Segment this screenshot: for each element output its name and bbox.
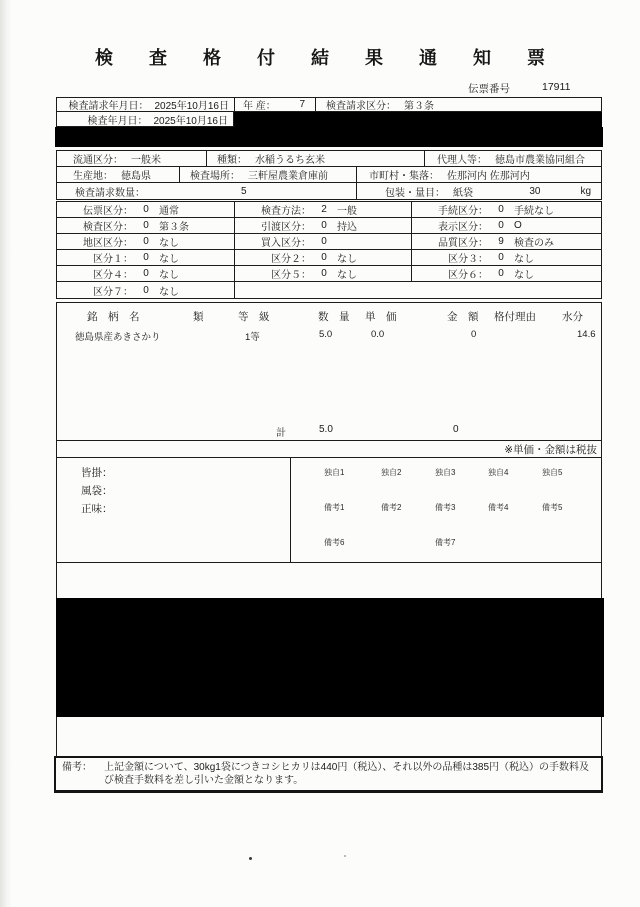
production-year-value: 7 <box>299 99 305 110</box>
classification-desc: 検査のみ <box>514 238 554 249</box>
footer-note-label: 備考： <box>62 762 92 773</box>
inspection-place-value: 三軒屋農業倉庫前 <box>248 171 328 182</box>
classification-code: 0 <box>498 220 504 231</box>
slip-number-value: 17911 <box>542 81 571 93</box>
inspection-place-label: 検査場所： <box>190 171 240 182</box>
classification-cell <box>57 282 235 298</box>
classification-code: 0 <box>498 268 504 279</box>
classification-row <box>57 266 601 282</box>
item-unit-price: 0.0 <box>371 329 385 340</box>
classification-desc: なし <box>159 270 179 281</box>
column-header-class: 類 <box>193 311 204 323</box>
total-quantity: 5.0 <box>319 424 333 435</box>
remark-field-label: 備考6 <box>324 538 345 547</box>
info-row-1 <box>57 151 601 167</box>
distribution-value: 一般米 <box>131 155 161 166</box>
request-date-row <box>56 97 602 112</box>
total-amount: 0 <box>453 424 459 435</box>
classification-cell <box>412 218 601 233</box>
municipality-cell <box>357 167 601 182</box>
weight-value: 30 <box>529 185 541 197</box>
remark-field-label: 備考4 <box>488 503 509 512</box>
item-quantity: 5.0 <box>319 329 333 340</box>
classification-desc: 持込 <box>337 222 357 233</box>
classification-code: 0 <box>321 252 327 263</box>
classification-desc: 第３条 <box>159 222 189 233</box>
custom-field-label: 独自4 <box>488 468 509 477</box>
request-quantity-value: 5 <box>241 185 247 197</box>
classification-section <box>56 201 602 299</box>
inspection-date-value: 2025年10月16日 <box>153 115 228 127</box>
classification-cell <box>412 234 601 249</box>
classification-label: 区分７： <box>93 286 133 298</box>
tax-note-row <box>56 440 602 458</box>
custom-field-label: 独自5 <box>542 468 563 477</box>
custom-field-label: 独自2 <box>381 468 402 477</box>
classification-desc: なし <box>159 286 179 298</box>
classification-code: 0 <box>143 252 149 263</box>
inspection-date-cell <box>56 112 234 127</box>
column-header-quantity: 数 量 <box>318 311 350 323</box>
slip-number-label: 伝票番号 <box>468 83 510 95</box>
classification-cell <box>235 266 412 281</box>
classification-desc: なし <box>337 270 357 281</box>
scan-speck <box>344 855 346 857</box>
classification-cell <box>235 250 412 265</box>
classification-row <box>57 250 601 266</box>
custom-field-label: 独自3 <box>435 468 456 477</box>
kind-cell <box>207 151 425 166</box>
packaging-label: 包装・量目： <box>385 187 445 199</box>
request-date-value: 2025年10月16日 <box>154 101 229 111</box>
classification-code: 2 <box>321 204 327 215</box>
remark-field-label: 備考7 <box>435 538 456 547</box>
scan-edge-shadow <box>0 0 12 907</box>
packaging-cell <box>357 183 601 199</box>
kind-value: 水稲うるち玄米 <box>255 155 325 166</box>
weights-left-pane <box>57 458 291 562</box>
footer-note-text: 上記金額について、30kg1袋につきコシヒカリは440円（税込）、それ以外の品種は385円（税込）の手数料及び検査手数料を差し引いた金額となります。 <box>104 762 590 786</box>
classification-desc: なし <box>514 270 534 281</box>
classification-code: 0 <box>321 268 327 279</box>
total-label: 計 <box>276 428 286 439</box>
inspection-date-label: 検査年月日： <box>87 115 148 127</box>
kind-label: 種類： <box>217 155 247 166</box>
classification-desc: なし <box>337 254 357 265</box>
classification-label: 引渡区分： <box>261 222 311 233</box>
classification-code: 0 <box>143 284 149 296</box>
general-info-section <box>56 150 602 200</box>
classification-cell <box>412 250 601 265</box>
classification-code: 0 <box>498 204 504 215</box>
classification-label: 地区区分： <box>83 238 133 249</box>
classification-desc: 一般 <box>337 206 357 217</box>
gross-weight-label: 皆掛： <box>81 467 113 479</box>
municipality-label: 市町村・集落： <box>369 171 439 182</box>
remark-field-label: 備考2 <box>381 503 402 512</box>
scan-speck <box>249 857 252 860</box>
classification-desc: 通常 <box>159 206 179 217</box>
classification-label: 区分５： <box>271 270 311 281</box>
classification-label: 区分１： <box>93 254 133 265</box>
redacted-section <box>56 562 602 757</box>
classification-code: 0 <box>321 236 327 247</box>
item-table <box>56 302 602 441</box>
classification-label: 買入区分： <box>261 238 311 249</box>
classification-label: 伝票区分： <box>83 206 133 217</box>
item-brand: 徳島県産あきさかり <box>75 332 161 343</box>
classification-desc: なし <box>159 254 179 265</box>
request-class-label: 検査請求区分： <box>326 101 396 111</box>
classification-label: 表示区分： <box>438 222 488 233</box>
classification-desc: O <box>514 220 522 231</box>
classification-label: 手続区分： <box>438 206 488 217</box>
classification-row <box>57 282 601 298</box>
tare-weight-label: 風袋： <box>81 485 113 497</box>
origin-label: 生産地： <box>73 171 113 182</box>
column-header-brand: 銘 柄 名 <box>87 311 140 323</box>
classification-cell <box>57 250 235 265</box>
column-header-reason: 格付理由 <box>494 311 536 323</box>
classification-code: 0 <box>143 236 149 247</box>
classification-cell <box>235 202 412 217</box>
request-date-label: 検査請求年月日： <box>68 101 149 111</box>
classification-cell <box>235 218 412 233</box>
origin-cell <box>57 167 180 182</box>
classification-cell <box>235 234 412 249</box>
classification-code: 0 <box>143 268 149 279</box>
remark-field-label: 備考5 <box>542 503 563 512</box>
classification-cell <box>57 218 235 233</box>
redacted-area <box>55 127 603 147</box>
classification-code: 0 <box>321 220 327 231</box>
agent-value: 徳島市農業協同組合 <box>495 155 585 166</box>
column-header-grade: 等 級 <box>238 311 270 323</box>
classification-code: 0 <box>143 204 149 215</box>
request-class-cell <box>316 98 601 111</box>
column-header-amount: 金 額 <box>447 311 479 323</box>
production-year-cell <box>235 98 316 111</box>
item-amount: 0 <box>471 329 477 340</box>
agent-cell <box>425 151 601 166</box>
classification-cell <box>57 202 235 217</box>
classification-cell <box>412 202 601 217</box>
slip-number <box>468 81 570 96</box>
classification-code: 9 <box>498 236 504 247</box>
classification-row <box>57 202 601 218</box>
distribution-cell <box>57 151 207 166</box>
remark-field-label: 備考3 <box>435 503 456 512</box>
net-weight-label: 正味： <box>81 503 113 515</box>
request-quantity-cell <box>57 183 357 199</box>
classification-cell <box>412 266 601 281</box>
classification-empty-cell <box>235 282 601 298</box>
page-title: 検 査 格 付 結 果 通 知 票 <box>95 48 554 68</box>
redacted-area <box>234 112 602 127</box>
item-grade: 1等 <box>245 332 260 343</box>
classification-code: 0 <box>143 220 149 231</box>
production-year-label: 年 産： <box>243 101 276 111</box>
info-row-2 <box>57 167 601 183</box>
classification-cell <box>57 234 235 249</box>
custom-field-label: 独自1 <box>324 468 345 477</box>
classification-label: 品質区分： <box>438 238 488 249</box>
classification-cell <box>57 266 235 281</box>
classification-row <box>57 218 601 234</box>
classification-label: 区分３： <box>448 254 488 265</box>
packaging-value: 紙袋 <box>453 187 473 199</box>
classification-desc: なし <box>514 254 534 265</box>
classification-label: 検査区分： <box>83 222 133 233</box>
request-quantity-label: 検査請求数量： <box>75 187 145 199</box>
distribution-label: 流通区分： <box>73 155 123 166</box>
column-header-moisture: 水分 <box>562 311 583 323</box>
classification-label: 検査方法： <box>261 206 311 217</box>
classification-code: 0 <box>498 252 504 263</box>
origin-value: 徳島県 <box>121 171 151 182</box>
item-moisture: 14.6 <box>577 329 596 340</box>
remark-field-label: 備考1 <box>324 503 345 512</box>
agent-label: 代理人等： <box>437 155 487 166</box>
request-date-cell <box>57 98 235 111</box>
weights-section <box>56 457 602 563</box>
column-header-unit-price: 単 価 <box>365 311 397 323</box>
classification-label: 区分４： <box>93 270 133 281</box>
classification-desc: 手続なし <box>514 206 554 217</box>
redacted-area <box>56 598 604 717</box>
municipality-value: 佐那河内 佐那河内 <box>447 171 530 182</box>
info-row-3 <box>57 183 601 199</box>
classification-row <box>57 234 601 250</box>
footer-note-box <box>54 756 603 793</box>
classification-label: 区分６： <box>448 270 488 281</box>
inspection-date-row <box>56 112 602 127</box>
dates-section <box>56 97 602 147</box>
request-class-value: 第３条 <box>404 101 434 111</box>
inspection-place-cell <box>180 167 357 182</box>
classification-desc: なし <box>159 238 179 249</box>
classification-label: 区分２： <box>271 254 311 265</box>
tax-note: ※単価・金額は税抜 <box>504 443 597 456</box>
weight-unit: kg <box>580 185 591 197</box>
